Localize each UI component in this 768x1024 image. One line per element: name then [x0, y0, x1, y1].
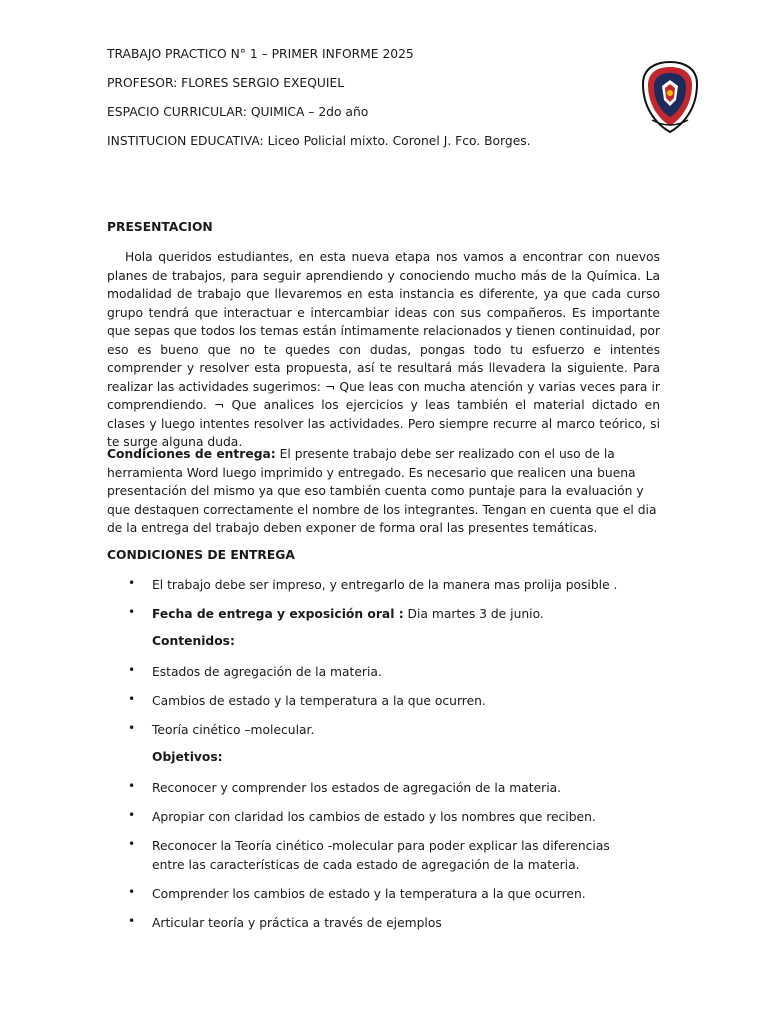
- bullet-point: •: [128, 779, 136, 793]
- fecha-value: Dia martes 3 de junio.: [403, 607, 544, 621]
- header-institucion: INSTITUCION EDUCATIVA: Liceo Policial mixto. Coronel J. Fco. Borges.: [107, 134, 531, 148]
- bullet-point: •: [128, 808, 136, 822]
- bullet-point: •: [128, 605, 136, 619]
- header-profesor: PROFESOR: FLORES SERGIO EXEQUIEL: [107, 76, 345, 90]
- condiciones-body: El presente trabajo debe ser realizado con el uso de la herramienta Word luego imprimido y entregado. Es necesario que realicen una buena presentación del mismo ya que eso también cuenta como puntaje para la evaluación y que destaquen correctamente el nombre de los integrantes. Tengan en cuenta que el dia de la entrega del trabajo deben exponer de forma oral las presentes temáticas.: [107, 447, 657, 535]
- contenido-item: Cambios de estado y la temperatura a la que ocurren.: [152, 694, 486, 708]
- contenidos-title: Contenidos:: [152, 634, 235, 648]
- header-espacio-curricular: ESPACIO CURRICULAR: QUIMICA – 2do año: [107, 105, 369, 119]
- presentacion-paragraph: Hola queridos estudiantes, en esta nueva etapa nos vamos a encontrar con nuevos planes de trabajos, para seguir aprendiendo y conociendo mucho más de la Química. La modalidad de trabajo que llevaremos en esta instancia es diferente, ya que cada curso grupo tendrá que interactuar e intercambiar ideas con sus compañeros. Es importante que sepas que todos los temas están íntimamente relacionados y tienen continuidad, por eso es bueno que no te quedes con dudas, pongas todo tu esfuerzo e intentes comprender y resolver esta propuesta, así te resultará más llevadera la siguiente. Para realizar las actividades sugerimos: ¬ Que leas con mucha atención y varias veces para ir comprendiendo. ¬ Que analices los ejercicios y leas también el material dictado en clases y luego intentes resolver las actividades. Pero siempre recurre al marco teórico, si te surge alguna duda.: [107, 250, 660, 449]
- objetivo-item: Reconocer y comprender los estados de agregación de la materia.: [152, 781, 562, 795]
- header-title: TRABAJO PRACTICO N° 1 – PRIMER INFORME 2025: [107, 47, 414, 61]
- contenido-item: Teoría cinético –molecular.: [152, 723, 315, 737]
- objetivo-item: Comprender los cambios de estado y la temperatura a la que ocurren.: [152, 887, 586, 901]
- bullet-point: •: [128, 721, 136, 735]
- bullet-point: •: [128, 576, 136, 590]
- bullet-point: •: [128, 914, 136, 928]
- condicion-item-impreso: El trabajo debe ser impreso, y entregarlo de la manera mas prolija posible .: [152, 578, 618, 592]
- condicion-item-fecha: [152, 605, 652, 624]
- objetivo-item: Apropiar con claridad los cambios de estado y los nombres que reciben.: [152, 810, 596, 824]
- objetivos-title: Objetivos:: [152, 750, 223, 764]
- fecha-label: Fecha de entrega y exposición oral :: [152, 607, 404, 621]
- objetivo-item: Articular teoría y práctica a través de ejemplos: [152, 916, 442, 930]
- objetivo-item: Reconocer la Teoría cinético -molecular para poder explicar las diferencias entre las características de cada estado de agregación de la materia.: [152, 839, 610, 872]
- bullet-point: •: [128, 692, 136, 706]
- condiciones-paragraph: [107, 445, 660, 538]
- school-crest-logo: [640, 60, 700, 134]
- bullet-point: •: [128, 885, 136, 899]
- condiciones-label: Condiciones de entrega:: [107, 447, 276, 461]
- condiciones-title: CONDICIONES DE ENTREGA: [107, 548, 295, 562]
- contenido-item: Estados de agregación de la materia.: [152, 665, 382, 679]
- presentacion-title: PRESENTACION: [107, 220, 213, 234]
- bullet-point: •: [128, 837, 136, 851]
- bullet-point: •: [128, 663, 136, 677]
